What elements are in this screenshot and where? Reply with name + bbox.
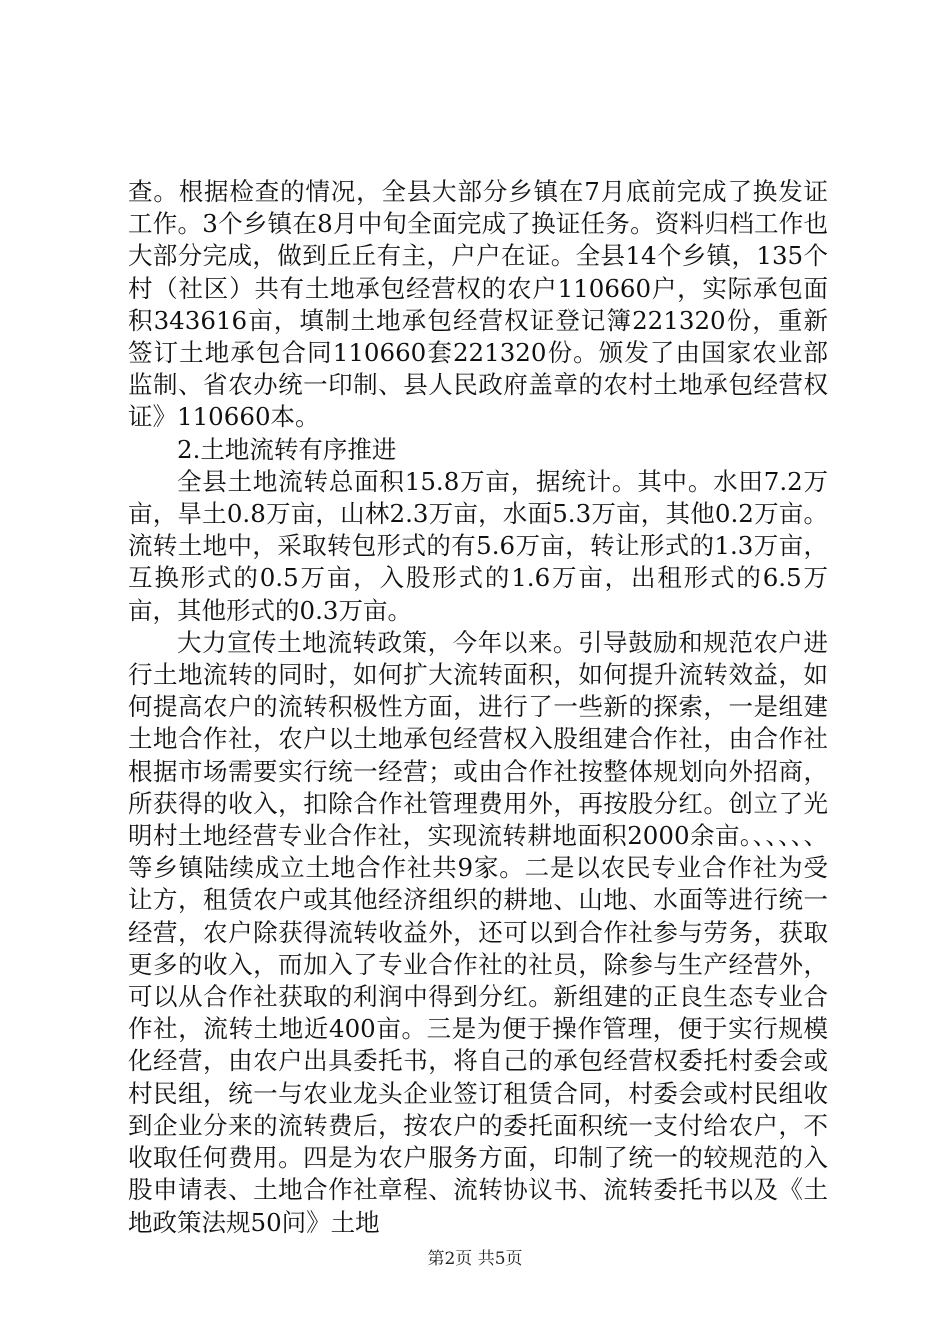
paragraph-land-transfer-stats: 全县土地流转总面积15.8万亩，据统计。其中。水田7.2万亩，旱土0.8万亩，山林2.3万亩，水面5.3万亩，其他0.2万亩。流转土地中，采取转包形式的有5.6万亩，转让形式的1.3万亩，互换形式的0.5万亩，入股形式的1.6万亩，出租形式的6.5万亩，其他形式的0.3万亩。 xyxy=(128,466,828,625)
paragraph-continued: 查。根据检查的情况，全县大部分乡镇在7月底前完成了换发证工作。3个乡镇在8月中旬全面完成了换证任务。资料归档工作也大部分完成，做到丘丘有主，户户在证。全县14个乡镇，135个村（社区）共有土地承包经营权的农户110660户，实际承包面积343616亩，填制土地承包经营权证登记簿221320份，重新签订土地承包合同110660套221320份。颁发了由国家农业部监制、省农办统一印制、县人民政府盖章的农村土地承包经营权证》110660本。 xyxy=(128,177,828,432)
paragraph-land-transfer-policy: 大力宣传土地流转政策，今年以来。引导鼓励和规范农户进行土地流转的同时，如何扩大流转面积，如何提升流转效益，如何提高农户的流转积极性方面，进行了一些新的探索，一是组建土地合作社，农户以土地承包经营权入股组建合作社，由合作社根据市场需要实行统一经营；或由合作社按整体规划向外招商，所获得的收入，扣除合作社管理费用外，再按股分红。创立了光明村土地经营专业合作社，实现流转耕地面积2000余亩。、、、、、等乡镇陆续成立土地合作社共9家。二是以农民专业合作社为受让方，租赁农户或其他经济组织的耕地、山地、水面等进行统一经营，农户除获得流转收益外，还可以到合作社参与劳务，获取更多的收入，而加入了专业合作社的社员，除参与生产经营外，可以从合作社获取的利润中得到分红。新组建的正良生态专业合作社，流转土地近400亩。三是为便于操作管理，便于实行规模化经营，由农户出具委托书，将自己的承包经营权委托村委会或村民组，统一与农业龙头企业签订租赁合同，村委会或村民组收到企业分来的流转费后，按农户的委托面积统一支付给农户，不收取任何费用。四是为农户服务方面，印制了统一的较规范的入股申请表、土地合作社章程、流转协议书、流转委托书以及《土地政策法规50问》土地 xyxy=(128,627,828,1237)
section-heading: 2.土地流转有序推进 xyxy=(177,434,397,464)
page-number-footer: 第2页 共5页 xyxy=(427,1249,523,1269)
document-body xyxy=(128,176,828,1239)
